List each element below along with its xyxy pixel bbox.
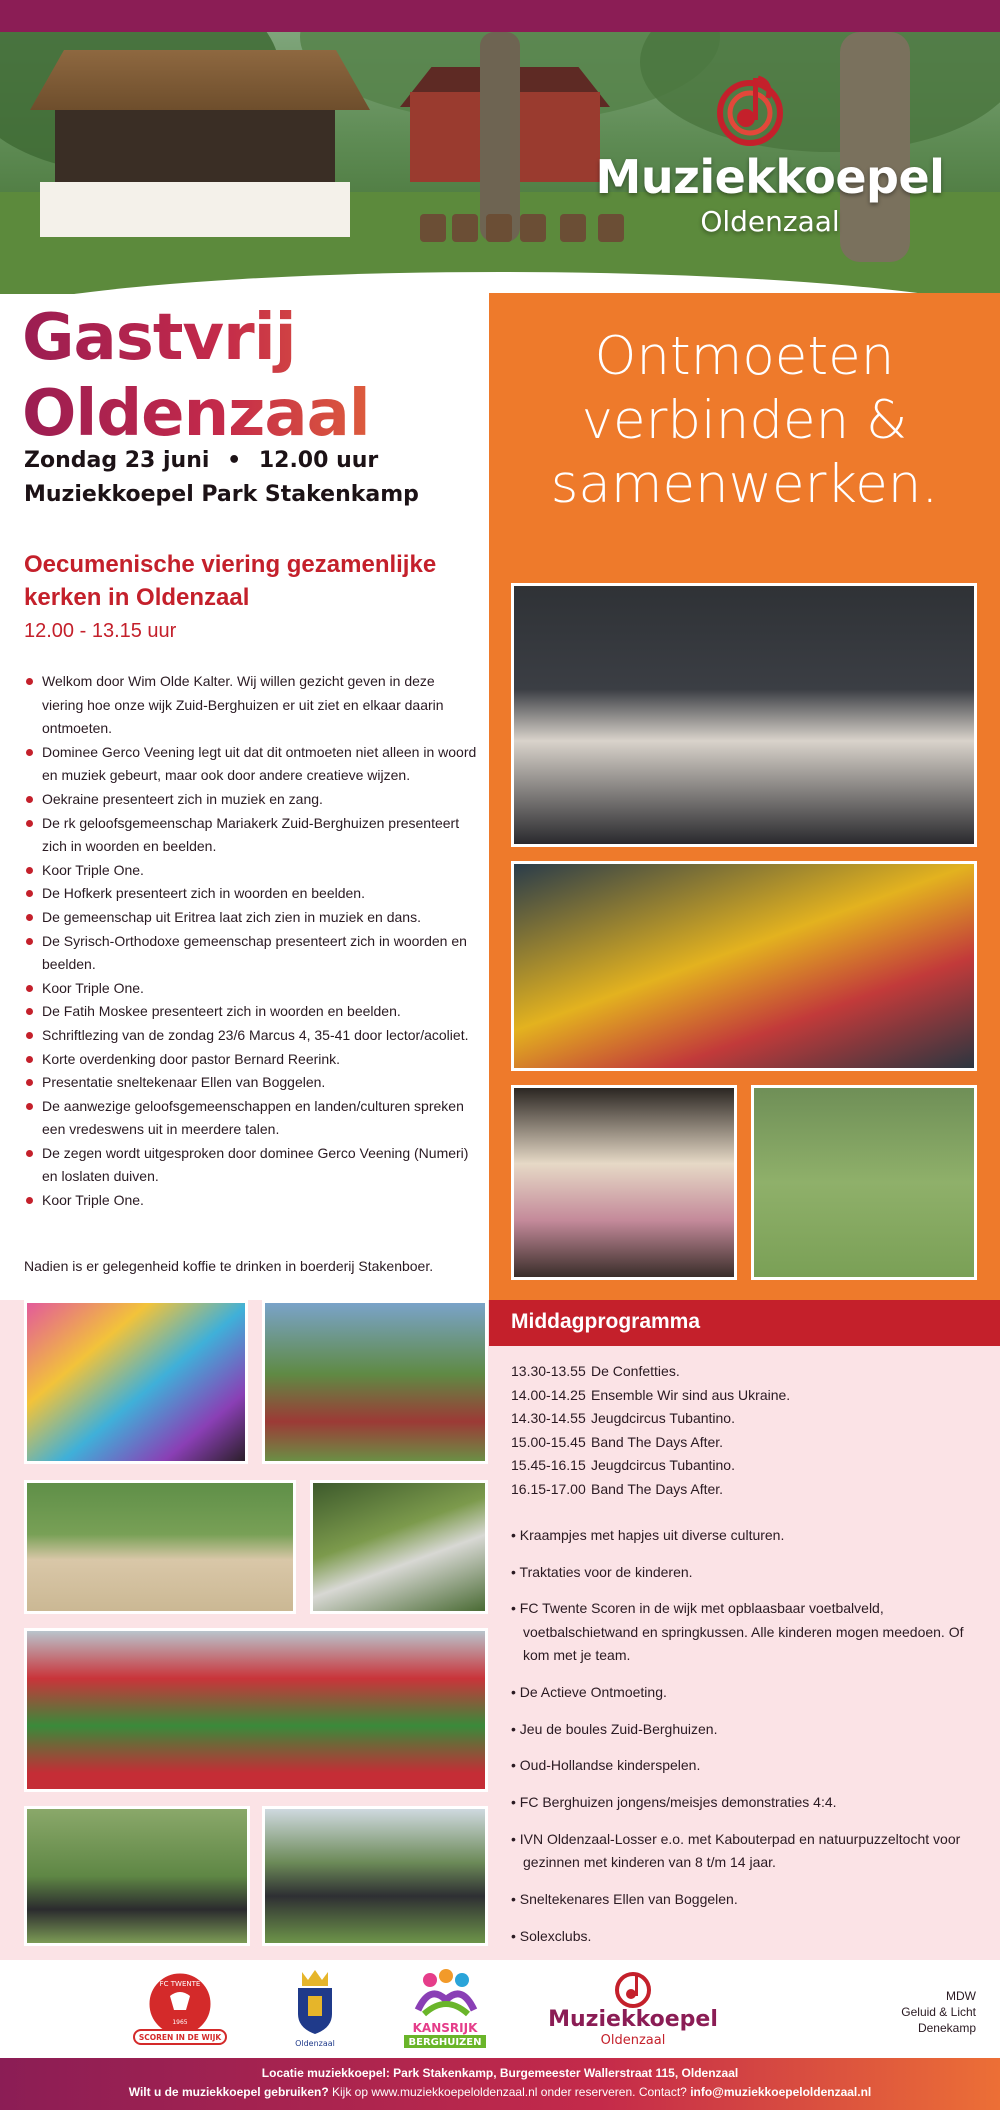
date-time (24, 448, 378, 473)
list-item: Koor Triple One. (24, 1189, 479, 1213)
list-item: De Fatih Moskee presenteert zich in woorden en beelden. (24, 1000, 479, 1024)
title-line-2: Oldenzaal (22, 377, 370, 451)
kansrijk-people-icon (400, 1968, 490, 2050)
gemeente-oldenzaal-logo (290, 1966, 340, 2050)
sponsor-text: MDW (946, 1989, 976, 2003)
schedule-time: 14.30-14.55 (511, 1410, 586, 1426)
fc-twente-logo (130, 1968, 230, 2050)
afternoon-heading: Middagprogramma (511, 1310, 701, 1333)
logo-name: Muziekkoepel (595, 150, 945, 204)
kansrijk-line-2: BERGHUIZEN (408, 2037, 482, 2048)
list-item: De rk geloofsgemeenschap Mariakerk Zuid-Berghuizen presenteert zich in woorden en beelden. (24, 812, 479, 859)
twente-ribbon-text: SCOREN IN DE WIJK (138, 2033, 222, 2042)
activity-item: • IVN Oldenzaal-Losser e.o. met Kabouterpad en natuurpuzzeltocht voor gezinnen met kinderen van 8 t/m 14 jaar. (511, 1830, 961, 1871)
service-heading: Oecumenische viering gezamenlijke kerken in Oldenzaal (24, 551, 437, 611)
schedule-row (511, 1407, 981, 1431)
activity-item: • Oud-Hollandse kinderspelen. (511, 1757, 701, 1774)
sponsor-text-list (901, 1988, 976, 2036)
photo-confetties (24, 1300, 248, 1464)
list-item: Schriftlezing van de zondag 23/6 Marcus 4, 35-41 door lector/acoliet. (24, 1024, 479, 1048)
muziekkoepel-logo (560, 60, 980, 250)
photo-park-visitors (751, 1085, 977, 1280)
muziek-logo-city: Oldenzaal (600, 2033, 666, 2048)
twente-year-text: 1965 (172, 2019, 188, 2026)
list-item: Koor Triple One. (24, 977, 479, 1001)
photo-inflatable-football-field (24, 1628, 488, 1792)
muziekkoepel-footer-logo (548, 1968, 718, 2050)
photo-group-lake (262, 1806, 488, 1946)
list-item: De zegen wordt uitgesproken door dominee Gerco Veening (Numeri) en loslaten duiven. (24, 1142, 479, 1189)
schedule-row (511, 1384, 981, 1408)
event-title (22, 300, 462, 452)
twente-top-text: FC TWENTE (159, 1980, 201, 1988)
kansrijk-line-1: KANSRIJK (412, 2021, 478, 2035)
photo-eritrean-women (511, 1085, 737, 1280)
schedule-act: De Confetties. (591, 1363, 680, 1379)
photo-gnome-kabouterpad (310, 1480, 488, 1614)
tagline-line-2: verbinden & (581, 390, 908, 451)
top-color-bar (0, 0, 1000, 32)
sponsor-text: Denekamp (917, 2021, 976, 2035)
fc-twente-crest-icon (130, 1968, 230, 2050)
sponsor-text: Geluid & Licht (901, 2005, 976, 2019)
schedule-time: 15.00-15.45 (511, 1433, 586, 1450)
activity-item: • Solexclubs. (511, 1927, 592, 1944)
schedule-row (511, 1431, 981, 1455)
service-time: 12.00 - 13.15 uur (24, 620, 177, 642)
schedule-time: 13.30-13.55 (511, 1363, 586, 1379)
activity-item: • Jeu de boules Zuid-Berghuizen. (511, 1720, 718, 1737)
list-item: Koor Triple One. (24, 859, 479, 883)
separator-bullet: • (227, 448, 242, 473)
event-date: Zondag 23 juni (24, 448, 210, 473)
activity-item: • De Actieve Ontmoeting. (511, 1684, 667, 1701)
schedule-row (511, 1478, 981, 1502)
closing-note: Nadien is er gelegenheid koffie te drinken in boerderij Stakenboer. (24, 1258, 434, 1274)
activity-item: • Sneltekenares Ellen van Boggelen. (511, 1891, 738, 1907)
service-program-list (24, 670, 479, 1213)
event-venue: Muziekkoepel Park Stakenkamp (24, 482, 419, 507)
photo-jeu-de-boules (24, 1480, 296, 1614)
tagline-line-3: samenwerken. (550, 454, 939, 515)
schedule-act: Ensemble Wir sind aus Ukraine. (591, 1386, 791, 1403)
activity-item: • Traktaties voor de kinderen. (511, 1563, 693, 1580)
activities-list (511, 1524, 981, 1961)
schedule-act: Jeugdcircus Tubantino. (591, 1457, 735, 1473)
tagline-line-1: Ontmoeten (594, 326, 895, 387)
title-line-1: Gastvrij (22, 301, 296, 375)
list-item: Korte overdenking door pastor Bernard Reerink. (24, 1048, 479, 1072)
footer-question: Wilt u de muziekkoepel gebruiken? (128, 2085, 329, 2099)
activity-item: • Kraampjes met hapjes uit diverse culturen. (511, 1527, 785, 1543)
photo-circus-park (262, 1300, 488, 1464)
photo-solex-rider (24, 1806, 250, 1946)
footer-email-link[interactable]: info@muziekkoepeloldenzaal.nl (690, 2085, 872, 2099)
list-item: Presentatie sneltekenaar Ellen van Boggelen. (24, 1071, 479, 1095)
list-item: De gemeenschap uit Eritrea laat zich zien in muziek en dans. (24, 906, 479, 930)
schedule-act: Band The Days After. (591, 1480, 724, 1497)
afternoon-schedule (511, 1360, 981, 1501)
schedule-row (511, 1454, 981, 1478)
list-item: De aanwezige geloofsgemeenschappen en landen/culturen spreken een vredeswens uit in meerdere talen. (24, 1095, 479, 1142)
logo-city: Oldenzaal (700, 205, 840, 238)
event-time: 12.00 uur (258, 448, 379, 473)
gemeente-name: Oldenzaal (295, 2039, 335, 2048)
schedule-row (511, 1360, 981, 1384)
activity-item: • FC Twente Scoren in de wijk met opblaasbaar voetbalveld, voetbalschietwand en springkussen. Alle kinderen mogen meedoen. Of kom met je team. (511, 1600, 964, 1664)
muziek-logo-name: Muziekkoepel (548, 2007, 718, 2032)
list-item: Oekraine presenteert zich in muziek en zang. (24, 788, 479, 812)
schedule-time: 14.00-14.25 (511, 1386, 586, 1403)
list-item: De Hofkerk presenteert zich in woorden en beelden. (24, 882, 479, 906)
list-item: Dominee Gerco Veening legt uit dat dit ontmoeten niet alleen in woord en muziek gebeurt, maar ook door andere creatieve wijzen. (24, 741, 479, 788)
afternoon-header-bar (489, 1300, 1000, 1346)
schedule-time: 15.45-16.15 (511, 1457, 586, 1473)
tagline (489, 325, 1000, 517)
music-note-logo-icon (548, 1968, 718, 2050)
oldenzaal-coat-of-arms-icon (290, 1966, 340, 2050)
kansrijk-berghuizen-logo (400, 1968, 490, 2050)
activity-item: • FC Berghuizen jongens/meisjes demonstraties 4:4. (511, 1794, 837, 1811)
footer-contact (0, 2085, 1000, 2099)
footer-website-text[interactable]: Kijk op www.muziekkoepeloldenzaal.nl onder reserveren. Contact? (328, 2085, 691, 2099)
list-item: De Syrisch-Orthodoxe gemeenschap presenteert zich in woorden en beelden. (24, 930, 479, 977)
photo-ukrainian-singers (511, 583, 977, 847)
schedule-act: Band The Days After. (591, 1433, 724, 1450)
schedule-act: Jeugdcircus Tubantino. (591, 1410, 735, 1426)
schedule-time: 16.15-17.00 (511, 1480, 586, 1497)
footer-location: Locatie muziekkoepel: Park Stakenkamp, Burgemeester Wallerstraat 115, Oldenzaal (261, 2066, 739, 2080)
footer-bar (0, 2058, 1000, 2110)
music-note-logo-icon (710, 68, 790, 148)
photo-choir-stairs (511, 861, 977, 1071)
list-item: Welkom door Wim Olde Kalter. Wij willen gezicht geven in deze viering hoe onze wijk Zuid-Berghuizen er uit ziet en elkaar daarin ontmoeten. (24, 670, 479, 741)
